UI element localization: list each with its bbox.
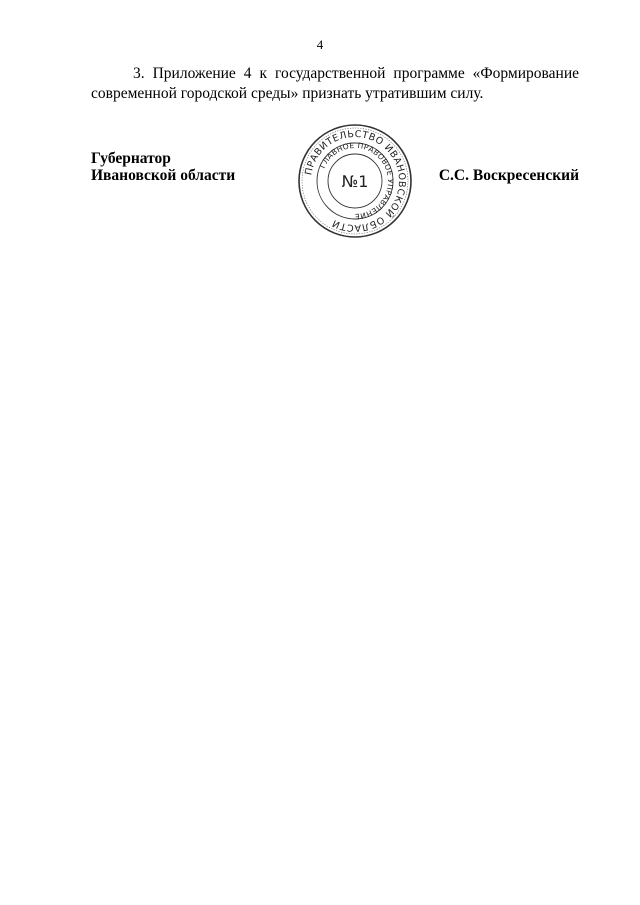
body-paragraph: 3. Приложение 4 к государственной программе «Формирование современной городской среды» признать утратившим силу.: [91, 65, 579, 102]
official-seal: [296, 122, 414, 240]
seal-inner-text: ГЛАВНОЕ ПРАВОВОЕ УПРАВЛЕНИЕ: [317, 140, 396, 222]
signer-name: С.С. Воскресенский: [438, 167, 579, 184]
seal-outer-text: ПРАВИТЕЛЬСТВО ИВАНОВСКОЙ ОБЛАСТИ: [303, 128, 408, 234]
page-number: 4: [316, 37, 324, 52]
signer-position-line-1: Губернатор: [91, 150, 171, 167]
seal-center-text: №1: [341, 172, 369, 191]
signer-position-line-2: Ивановской области: [91, 167, 236, 184]
signer-position: [91, 150, 235, 184]
